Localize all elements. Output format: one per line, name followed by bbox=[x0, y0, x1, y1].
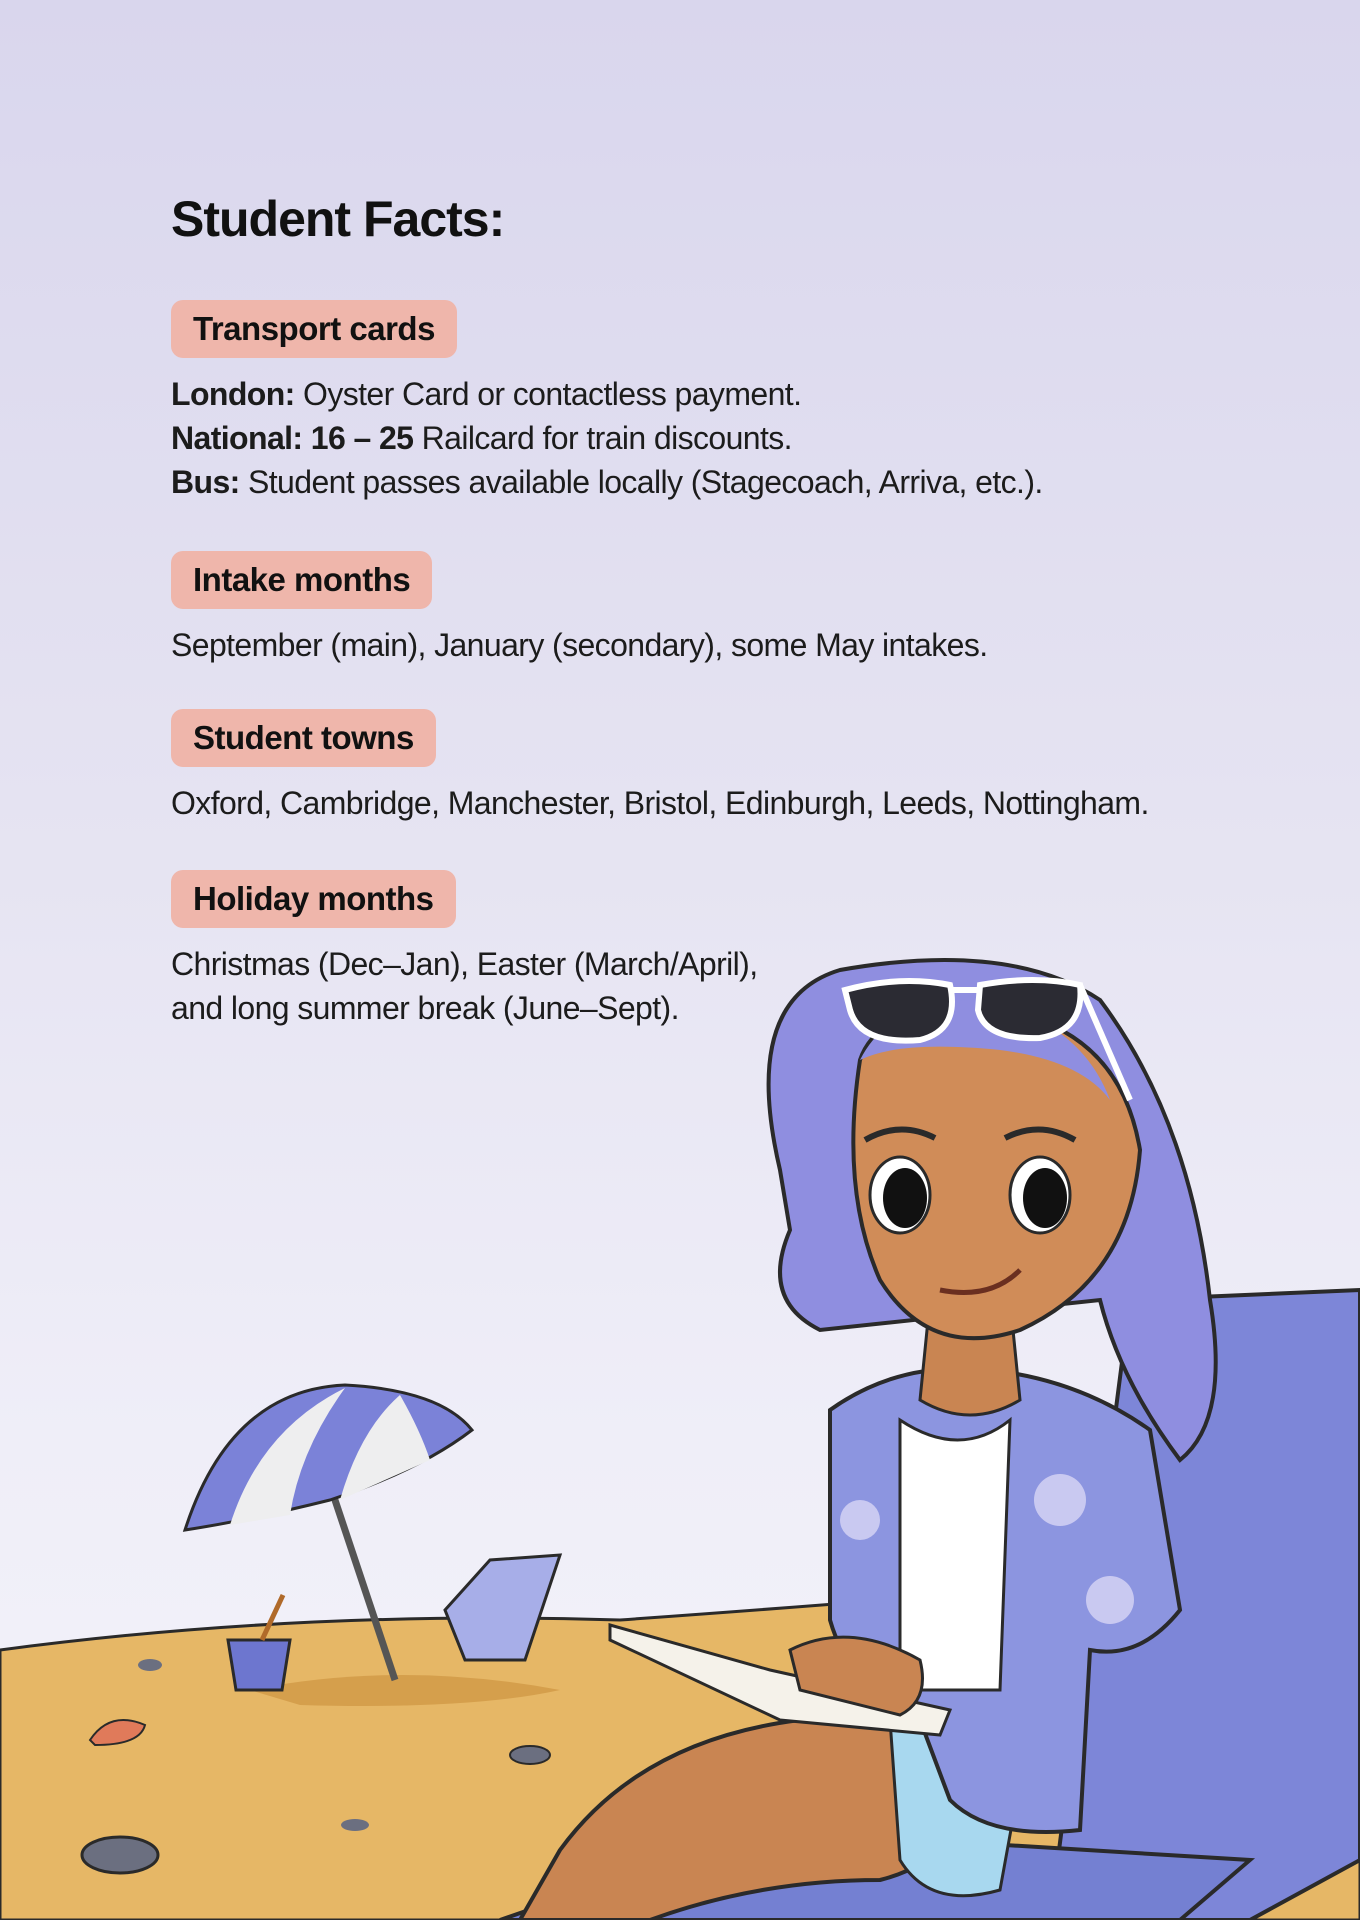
holiday-line-1: Christmas (Dec–Jan), Easter (March/April), bbox=[171, 946, 758, 982]
towns-text: Oxford, Cambridge, Manchester, Bristol, Edinburgh, Leeds, Nottingham. bbox=[171, 785, 1149, 821]
pebble bbox=[138, 1659, 162, 1671]
holiday-line-2: and long summer break (June–Sept). bbox=[171, 990, 679, 1026]
transport-line-london bbox=[171, 372, 1043, 416]
transport-line-national bbox=[171, 416, 1043, 460]
transport-label-national: National: 16 – 25 bbox=[171, 420, 414, 456]
section-transport bbox=[171, 300, 1043, 504]
section-heading-intake: Intake months bbox=[171, 551, 432, 609]
section-towns bbox=[171, 709, 1149, 825]
section-heading-holiday: Holiday months bbox=[171, 870, 456, 928]
pebble bbox=[82, 1837, 158, 1873]
transport-text-national: Railcard for train discounts. bbox=[413, 420, 792, 456]
transport-text-bus: Student passes available locally (Stagecoach, Arriva, etc.). bbox=[239, 464, 1043, 500]
section-holiday bbox=[171, 870, 758, 1030]
page-title: Student Facts: bbox=[171, 191, 505, 247]
holiday-text bbox=[171, 942, 758, 1030]
transport-line-bus bbox=[171, 460, 1043, 504]
section-heading-transport: Transport cards bbox=[171, 300, 457, 358]
intake-text: September (main), January (secondary), some May intakes. bbox=[171, 627, 988, 663]
pebble bbox=[510, 1746, 550, 1764]
transport-label-london: London: bbox=[171, 376, 295, 412]
transport-text-london: Oyster Card or contactless payment. bbox=[294, 376, 802, 412]
transport-list bbox=[171, 372, 1043, 504]
pebble bbox=[341, 1819, 369, 1831]
section-heading-towns: Student towns bbox=[171, 709, 436, 767]
transport-label-bus: Bus: bbox=[171, 464, 240, 500]
section-intake bbox=[171, 551, 988, 667]
bucket bbox=[228, 1640, 290, 1690]
